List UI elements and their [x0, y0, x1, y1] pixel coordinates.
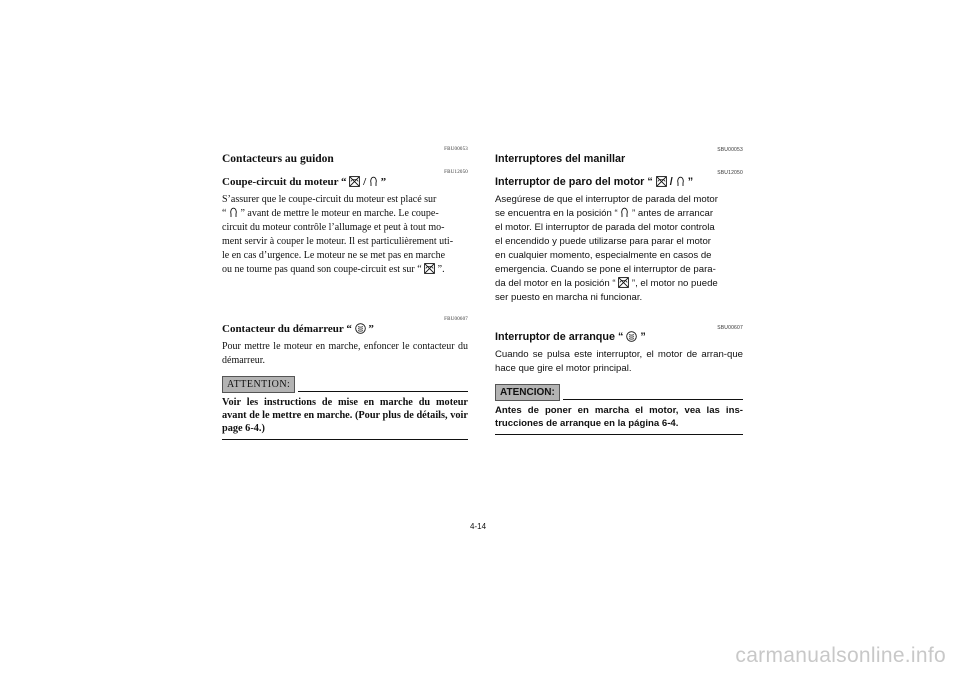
french-column [222, 147, 468, 440]
start-button-icon [355, 323, 366, 334]
attention-header [222, 376, 468, 393]
spanish-column [495, 147, 743, 435]
section-code: SBU00053 [717, 147, 743, 153]
engine-run-icon [676, 176, 685, 187]
start-switch-heading: Contacteur du démarreur “ ” [222, 323, 374, 335]
subsection-code: FBU12050 [444, 170, 468, 175]
start-switch-heading: Interruptor de arranque “ ” [495, 331, 646, 343]
engine-run-icon [229, 207, 238, 218]
page-number: 4-14 [470, 522, 487, 531]
section-code: FBU00053 [444, 147, 468, 152]
subsection-code: SBU12050 [717, 170, 743, 176]
divider [563, 399, 743, 400]
start-button-icon [626, 331, 637, 342]
kill-switch-heading: Coupe-circuit du moteur “ / ” [222, 176, 387, 188]
attention-text: Antes de poner en marcha el motor, vea las ins-trucciones de arranque en la página 6-4. [495, 404, 743, 435]
engine-stop-icon [349, 176, 360, 187]
engine-run-icon [369, 176, 378, 187]
watermark: carmanualsonline.info [735, 644, 946, 667]
section-title: Interruptores del manillar [495, 153, 626, 165]
attention-text: Voir les instructions de mise en marche du moteur avant de le mettre en marche. (Pour plus de détails, voir page 6-4.) [222, 396, 468, 440]
kill-switch-text: Asegúrese de que el interruptor de parada del motor se encuentra en la posición “ ” antes de arrancar el motor. El interruptor de parada del motor controla el encendido y puede utilizarse para parar el motor en cualquier momento, especialmente en casos de emergencia. Cuando se pone el interruptor de para- da del motor en la posición “ ”, el motor no puede ser puesto en marcha ni funcionar. [495, 194, 718, 303]
subsection-code: SBU00607 [717, 325, 743, 331]
subsection-code: FBU00607 [444, 317, 468, 322]
engine-stop-icon [618, 277, 629, 288]
divider [298, 391, 468, 392]
engine-run-icon [620, 207, 629, 218]
engine-stop-icon [424, 263, 435, 274]
attention-label: ATTENTION: [222, 376, 295, 393]
kill-switch-heading: Interruptor de paro del motor “ / ” [495, 176, 694, 188]
kill-switch-text: S’assurer que le coupe-circuit du moteur est placé sur “ ” avant de mettre le moteur en marche. Le coupe- circuit du moteur contrôle l’allumage et peut à tout mo- ment servir à couper le moteur. Il est particulièrement uti- le en cas d’urgence. Le moteur ne se met pas en marche ou ne tourne pas quand son coupe-circuit est sur “ ”. [222, 194, 454, 275]
attention-label: ATENCION: [495, 384, 560, 401]
start-switch-text: Pour mettre le moteur en marche, enfoncer le contacteur du démarreur. [222, 341, 468, 366]
engine-stop-icon [656, 176, 667, 187]
attention-header [495, 384, 743, 401]
start-switch-text: Cuando se pulsa este interruptor, el motor de arran-que hace que gire el motor principal. [495, 349, 743, 374]
section-title: Contacteurs au guidon [222, 153, 334, 165]
